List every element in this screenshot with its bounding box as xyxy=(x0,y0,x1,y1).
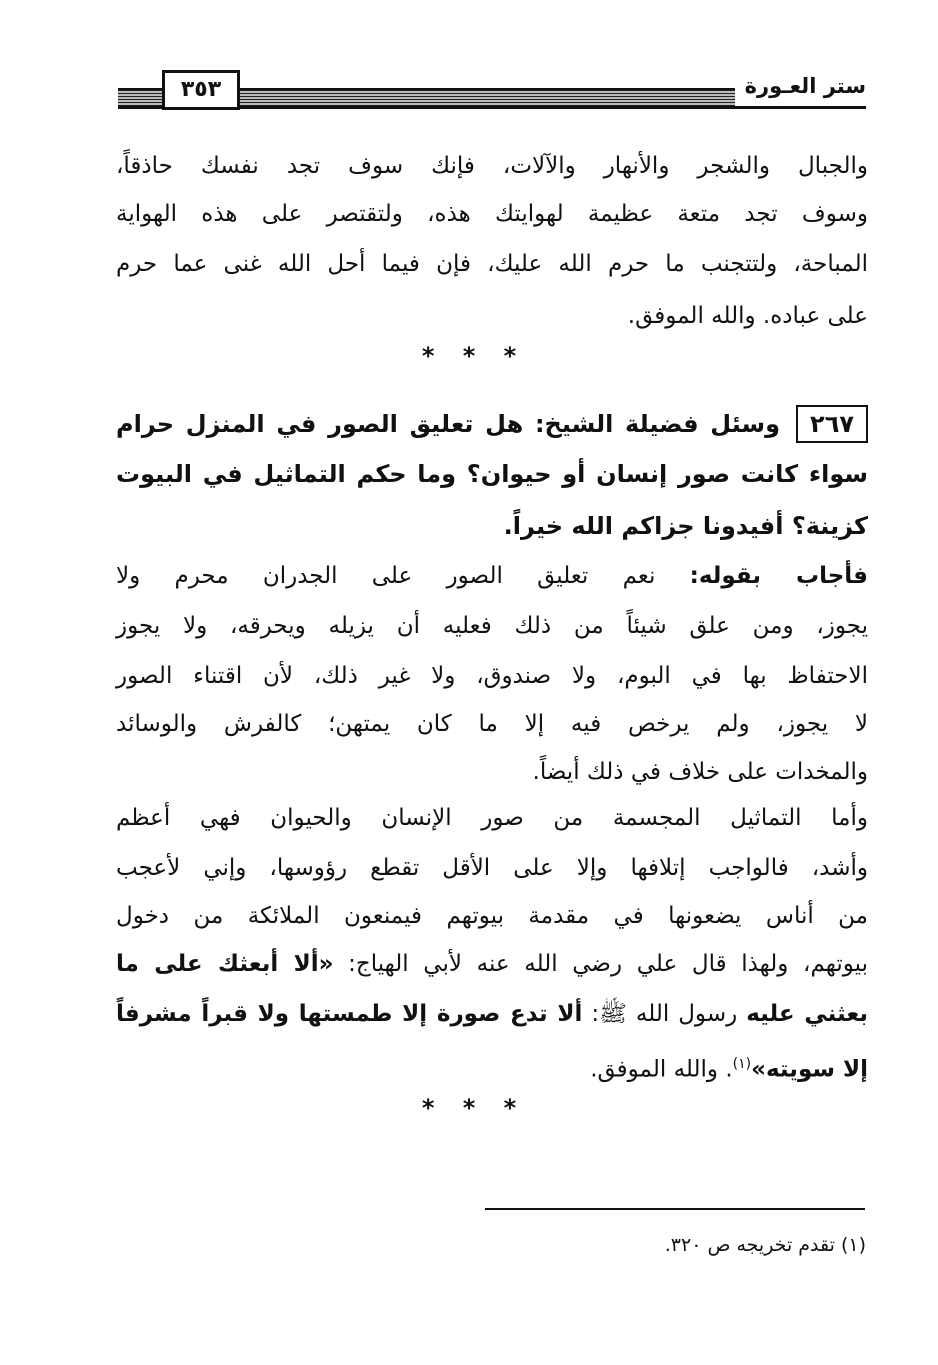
paragraph-line: وأما التماثيل المجسمة من صور الإنسان والحيوان فهي أعظم xyxy=(116,805,868,831)
question-number: ٢٦٧ xyxy=(796,405,868,443)
paragraph-line: على عباده. والله الموفق. xyxy=(627,303,868,329)
answer-line xyxy=(116,552,868,600)
answer-line: والمخدات على خلاف في ذلك أيضاً. xyxy=(532,759,868,785)
hadith-quote: ألا تدع صورة إلا طمستها ولا قبراً مشرفاً xyxy=(116,1001,583,1027)
question-line: سواء كانت صور إنسان أو حيوان؟ وما حكم التماثيل في البيوت xyxy=(116,460,868,488)
paragraph-line: المباحة، ولتتجنب ما حرم الله عليك، فإن فيما أحل الله غنى عما حرم xyxy=(116,251,868,277)
paragraph-line: وسوف تجد متعة عظيمة لهوايتك هذه، ولتقتصر على هذه الهواية xyxy=(116,201,868,227)
closing-text: . والله الموفق. xyxy=(590,1056,733,1083)
hadith-quote: «ألا أبعثك على ما xyxy=(116,951,334,977)
answer-line: لا يجوز، ولم يرخص فيه إلا ما كان يمتهن؛ كالفرش والوسائد xyxy=(116,711,868,737)
paragraph-line: من أناس يضعونها في مقدمة بيوتهم فيمنعون الملائكة من دخول xyxy=(116,903,868,929)
answer-intro: فأجاب بقوله: xyxy=(689,563,868,589)
paragraph-line xyxy=(116,1040,868,1088)
answer-line: يجوز، ومن علق شيئاً من ذلك فعليه أن يزيله ويحرقه، ولا يجوز xyxy=(116,613,868,639)
footnote: (١) تقدم تخريجه ص ٣٢٠. xyxy=(664,1234,866,1256)
question-text: وسئل فضيلة الشيخ: هل تعليق الصور في المنزل حرام xyxy=(116,410,781,438)
header-title: ستر العـورة xyxy=(735,66,866,106)
section-separator: * * * xyxy=(421,342,517,370)
paragraph-line: والجبال والشجر والأنهار والآلات، فإنك سوف تجد نفسك حاذقاً، xyxy=(116,153,868,179)
section-separator: * * * xyxy=(421,1094,517,1122)
page-header xyxy=(118,66,866,120)
paragraph-line xyxy=(116,940,868,988)
quote-intro: بيوتهم، ولهذا قال علي رضي الله عنه لأبي الهياج: xyxy=(348,951,869,977)
answer-line: الاحتفاظ بها في البوم، ولا صندوق، ولا غير ذلك، لأن اقتناء الصور xyxy=(116,663,868,689)
question-line xyxy=(116,400,868,448)
hadith-quote: إلا سويته» xyxy=(751,1056,868,1083)
paragraph-line xyxy=(116,990,868,1038)
footnote-rule xyxy=(485,1208,865,1210)
question-line: كزينة؟ أفيدونا جزاكم الله خيراً. xyxy=(503,512,868,540)
hadith-quote: بعثني عليه xyxy=(746,1001,868,1027)
hadith-attribution: رسول الله ﷺ: xyxy=(591,1001,738,1027)
answer-text: نعم تعليق الصور على الجدران محرم ولا xyxy=(116,563,656,589)
page-number: ٣٥٣ xyxy=(162,70,240,110)
footnote-ref[interactable]: (١) xyxy=(732,1056,752,1072)
paragraph-line: وأشد، فالواجب إتلافها وإلا على الأقل تقطع رؤوسها، وإني لأعجب xyxy=(116,855,868,881)
